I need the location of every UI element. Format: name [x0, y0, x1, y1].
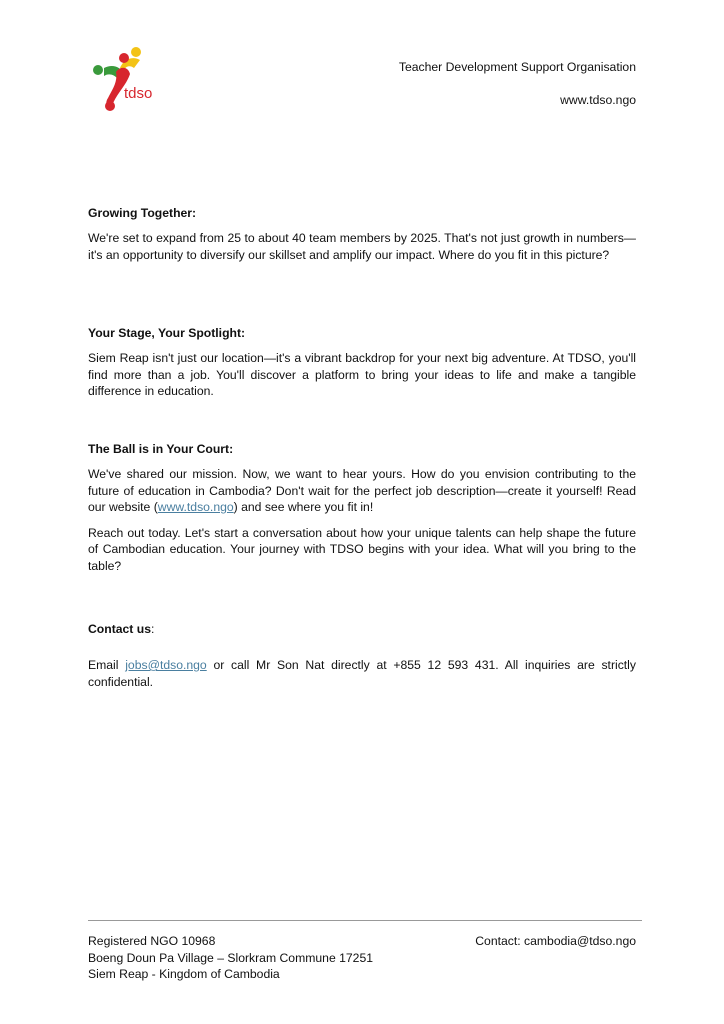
section-paragraph: We're set to expand from 25 to about 40 team members by 2025. That's not just growth in numbers—it's an opportunity to diversify our skillset and amplify our impact. Where do you fit in this picture?	[88, 231, 636, 262]
heading-text: Contact us	[88, 622, 151, 636]
paragraph-text: ) and see where you fit in!	[233, 500, 374, 515]
paragraph-text: or call Mr Son Nat directly at +855 12 593 431. All inquiries are strictly confidential.	[88, 658, 636, 689]
section-growing-together	[88, 205, 636, 263]
section-your-stage	[88, 325, 636, 400]
section-heading: Growing Together:	[88, 206, 197, 220]
letterhead	[399, 59, 636, 108]
section-paragraph: Reach out today. Let's start a conversation about how your unique talents can help shape the future of Cambodian education. Your journey with TDSO begins with your idea. What will you bring to the table?	[88, 525, 636, 573]
footer-divider	[88, 920, 642, 921]
footer-village: Boeng Doun Pa Village – Slorkram Commune 17251	[88, 950, 373, 965]
organisation-name: Teacher Development Support Organisation	[398, 60, 636, 74]
email-link[interactable]: jobs@tdso.ngo	[125, 658, 207, 672]
section-ball-in-court	[88, 441, 636, 575]
heading-colon: :	[150, 622, 155, 636]
footer-registration: Registered NGO 10968	[88, 934, 216, 948]
section-paragraph	[88, 466, 636, 516]
section-heading: The Ball is in Your Court:	[88, 442, 234, 456]
footer-address	[88, 933, 373, 983]
section-heading	[88, 621, 636, 637]
section-paragraph: Siem Reap isn't just our location—it's a vibrant backdrop for your next big adventure. At TDSO, you'll find more than a job. You'll discover a platform to bring your ideas to life and make a tangible difference in education.	[88, 351, 636, 399]
header-website: www.tdso.ngo	[560, 93, 636, 107]
section-heading: Your Stage, Your Spotlight:	[88, 326, 246, 340]
section-contact-us	[88, 621, 636, 690]
logo-wordmark: tdso	[124, 85, 153, 102]
website-link[interactable]: www.tdso.ngo	[157, 500, 234, 515]
tdso-logo	[90, 46, 170, 116]
paragraph-text: Email	[88, 658, 126, 672]
footer-city: Siem Reap - Kingdom of Cambodia	[88, 967, 280, 982]
footer-contact: Contact: cambodia@tdso.ngo	[475, 934, 636, 948]
section-paragraph	[88, 657, 636, 690]
paragraph-text: We've shared our mission. Now, we want to hear yours. How do you envision contributing to the future of education in Cambodia? Don't wait for the perfect job description—create it yourself! Read our website (	[88, 467, 636, 515]
